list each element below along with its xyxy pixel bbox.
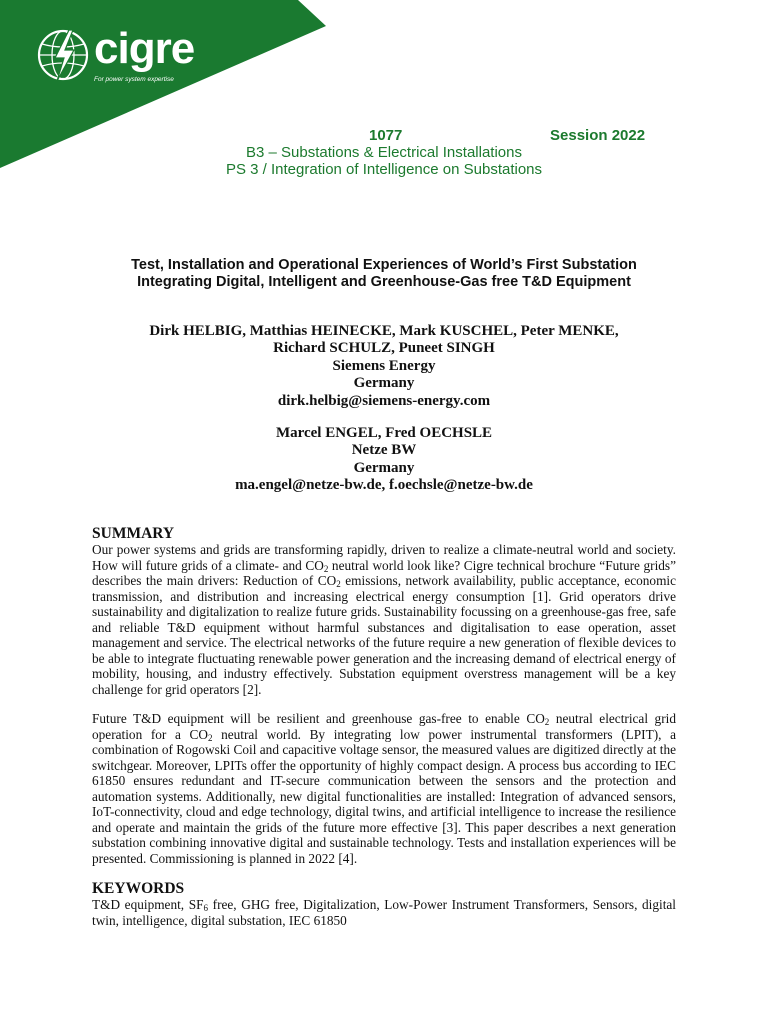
- keywords-text: T&D equipment, $SF_6$ free, GHG free, Digitalization, Low-Power Instrument Transformers, Sensors, digital twin, intelligence, digital substation, IEC 61850: [92, 897, 676, 928]
- cigre-logo-tagline: For power system expertise: [94, 76, 174, 83]
- session-year: Session 2022: [550, 127, 646, 144]
- author-names-line-2: Richard SCHULZ, Puneet SINGH: [273, 340, 495, 357]
- author-names-line-1: Dirk HELBIG, Matthias HEINECKE, Mark KUSCHEL, Peter MENKE,: [149, 323, 619, 339]
- title-line-1: Test, Installation and Operational Experiences of World’s First Substation: [131, 257, 637, 273]
- summary-paragraph-1: Our power systems and grids are transforming rapidly, driven to realize a climate-neutral world and society. How will future grids of a climate- and $CO_2$ neutral world look like? Cigre technical brochure “Future grids” describes the main drivers: Reduction of $CO_2$ emissions, network availability, public acceptance, economic transmission, and distribution and increasing electrical energy consumption [1]. Grid operators drive sustainability and digitalization to realize future grids. Sustainability focussing on a greenhouse-gas free, safe and reliable T&D equipment without harmful substances and digitalisation to ease operation, asset management and service. The electrical networks of the future require a new generation of flexible devices to be able to integrate fluctuating renewable power generation and the increasing demand of electrical energy of mobility, housing, and industry effectively. Substation equipment overstress management will be a key challenge for grid operators [2].: [92, 542, 677, 697]
- author-names-line-1: Marcel ENGEL, Fred OECHSLE: [275, 425, 493, 441]
- title-line-2: Integrating Digital, Intelligent and Greenhouse-Gas free T&D Equipment: [137, 274, 631, 290]
- cigre-logo-wordmark: cigre: [94, 24, 195, 73]
- paper-number: 1077: [369, 127, 403, 144]
- author-email[interactable]: ma.engel@netze-bw.de, f.oechsle@netze-bw.de: [235, 477, 533, 494]
- author-country: Germany: [353, 459, 415, 476]
- study-committee: B3 – Substations & Electrical Installations: [246, 144, 522, 161]
- author-country: Germany: [353, 375, 415, 392]
- author-block-siemens: [40, 323, 728, 410]
- author-email[interactable]: dirk.helbig@siemens-energy.com: [277, 392, 491, 409]
- cigre-globe-lightning-icon: [36, 28, 90, 82]
- summary-heading: SUMMARY: [92, 525, 175, 542]
- keywords-heading: KEYWORDS: [92, 880, 185, 897]
- summary-paragraph-2: Future T&D equipment will be resilient and greenhouse gas-free to enable $CO_2$ neutral electrical grid operation for a $CO_2$ neutral world. By integrating low power instrumental transformers (LPIT), a combination of Rogowski Coil and capacitive voltage sensor, the measured values are digitized directly at the switchgear. Moreover, LPITs offer the opportunity of highly compact design. A process bus according to IEC 61850 ensures redundant and IT-secure communication between the sensors and the protection and automation systems. Additionally, new digital functionalities are installed: Integration of advanced sensors, IoT-connectivity, cloud and edge technology, digital twins, and artificial intelligence to increase the resilience and operate and maintain the grids of the future more effective [3]. This paper describes a next generation substation combining innovative digital and sustainable technology. Tests and installation experiences will be presented. Commissioning is planned in 2022 [4].: [92, 711, 676, 866]
- author-organization: Netze BW: [351, 442, 417, 459]
- author-block-netze: [40, 425, 728, 495]
- author-organization: Siemens Energy: [332, 357, 436, 374]
- preferential-subject: PS 3 / Integration of Intelligence on Substations: [225, 161, 543, 178]
- paper-title: [60, 257, 708, 291]
